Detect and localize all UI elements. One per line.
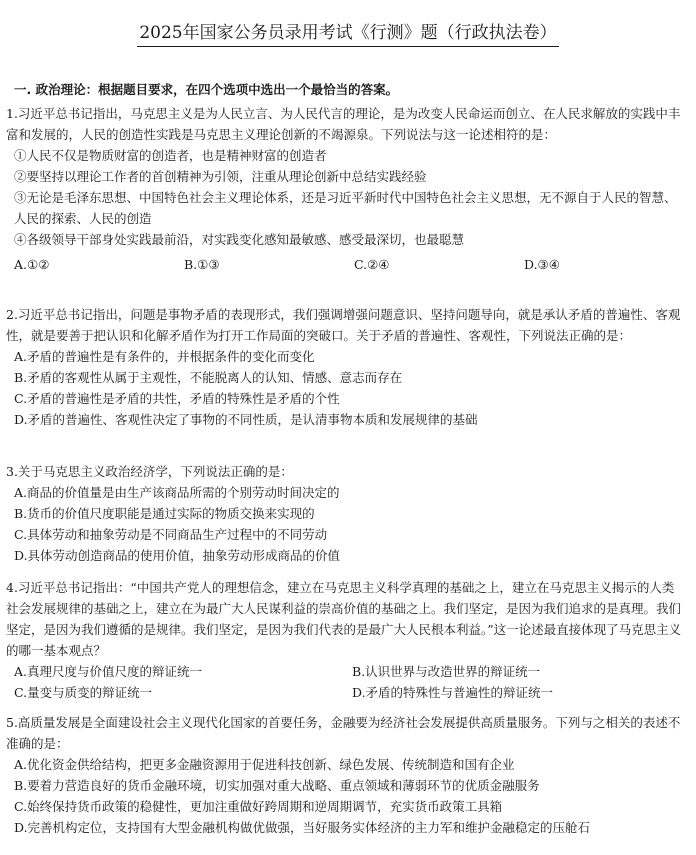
option-a: A.矛盾的普遍性是有条件的，并根据条件的变化而变化 [14, 349, 315, 364]
option-d: D.③④ [524, 257, 560, 272]
option-c: C.始终保持货币政策的稳健性，更加注重做好跨周期和逆周期调节，充实货币政策工具箱 [14, 799, 503, 814]
option-d: D.具体劳动创造商品的使用价值，抽象劳动形成商品的价值 [14, 548, 341, 563]
question-1 [6, 103, 686, 275]
option-b: B.认识世界与改造世界的辩证统一 [352, 664, 541, 679]
question-5 [6, 712, 686, 838]
option-c: C.具体劳动和抽象劳动是不同商品生产过程中的不同劳动 [14, 527, 328, 542]
options-grid [14, 661, 686, 703]
option-b: B.①③ [184, 257, 220, 272]
question-stem: 3.关于马克思主义政治经济学，下列说法正确的是： [6, 464, 293, 479]
exam-title [0, 22, 696, 47]
section-heading: 一. 政治理论：根据题目要求，在四个选项中选出一个最恰当的答案。 [14, 82, 399, 97]
option-d: D.矛盾的特殊性与普遍性的辩证统一 [352, 685, 554, 700]
option-a: A.①② [14, 257, 50, 272]
question-3 [6, 461, 686, 566]
option-a: A.商品的价值量是由生产该商品所需的个别劳动时间决定的 [14, 485, 340, 500]
options-row [14, 254, 686, 275]
option-d: D.完善机构定位，支持国有大型金融机构做优做强，当好服务实体经济的主力军和维护金融稳定的压舱石 [14, 820, 591, 835]
statement: ③无论是毛泽东思想、中国特色社会主义理论体系，还是习近平新时代中国特色社会主义思想，无不源自于人民的智慧、人民的探索、人民的创造 [14, 190, 677, 226]
exam-title-text: 2025年国家公务员录用考试《行测》题（行政执法卷） [137, 22, 558, 47]
question-stem: 2.习近平总书记指出，问题是事物矛盾的表现形式，我们强调增强问题意识、坚持问题导向，就是承认矛盾的普遍性、客观性，就是要善于把认识和化解矛盾作为打开工作局面的突破口。关于矛盾的普遍性、客观性，下列说法正确的是： [6, 307, 681, 343]
option-c: C.矛盾的普遍性是矛盾的共性，矛盾的特殊性是矛盾的个性 [14, 391, 340, 406]
question-stem: 1.习近平总书记指出，马克思主义是为人民立言、为人民代言的理论，是为改变人民命运而创立、在人民求解放的实践中丰富和发展的，人民的创造性实践是马克思主义理论创新的不竭源泉。下列说法与这一论述相符的是： [6, 106, 681, 142]
option-b: B.货币的价值尺度职能是通过实际的物质交换来实现的 [14, 506, 315, 521]
statement: ②要坚持以理论工作者的首创精神为引领，注重从理论创新中总结实践经验 [14, 169, 427, 184]
option-d: D.矛盾的普遍性、客观性决定了事物的不同性质，是认清事物本质和发展规律的基础 [14, 412, 478, 427]
option-a: A.优化资金供给结构，把更多金融资源用于促进科技创新、绿色发展、传统制造和国有企业 [14, 757, 515, 772]
statement: ①人民不仅是物质财富的创造者，也是精神财富的创造者 [14, 148, 327, 163]
option-b: B.要着力营造良好的货币金融环境，切实加强对重大战略、重点领域和薄弱环节的优质金融服务 [14, 778, 540, 793]
statement: ④各级领导干部身处实践最前沿，对实践变化感知最敏感、感受最深切，也最聪慧 [14, 232, 465, 247]
option-c: C.②④ [354, 257, 390, 272]
question-stem: 4.习近平总书记指出：“中国共产党人的理想信念，建立在马克思主义科学真理的基础之上，建立在马克思主义揭示的人类社会发展规律的基础之上，建立在为最广大人民谋利益的崇高价值的基础之上。我们坚定，是因为我们追求的是真理。我们坚定，是因为我们遵循的是规律。我们坚定，是因为我们代表的是最广大人民根本利益。”这一论述最直接体现了马克思主义的哪一基本观点？ [6, 580, 682, 658]
question-2 [6, 304, 686, 430]
question-stem: 5.高质量发展是全面建设社会主义现代化国家的首要任务，金融要为经济社会发展提供高质量服务。下列与之相关的表述不准确的是： [6, 715, 681, 751]
option-b: B.矛盾的客观性从属于主观性，不能脱离人的认知、情感、意志而存在 [14, 370, 403, 385]
option-c: C.量变与质变的辩证统一 [14, 685, 153, 700]
option-a: A.真理尺度与价值尺度的辩证统一 [14, 664, 203, 679]
question-4 [6, 577, 686, 703]
